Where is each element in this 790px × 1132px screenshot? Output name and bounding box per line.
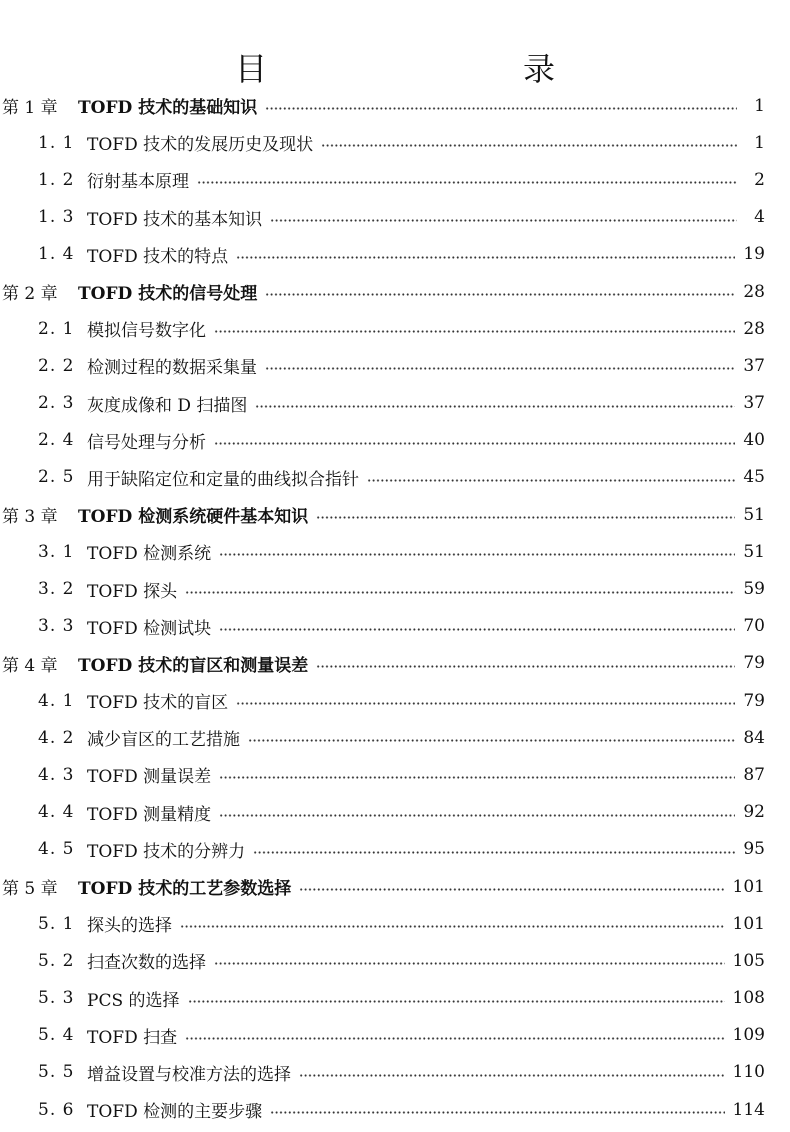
toc-entry-number: 第 1 章: [2, 98, 58, 119]
dot-leader: [214, 442, 735, 445]
toc-entry-page-number: 109: [732, 1025, 765, 1046]
toc-entry-title: TOFD 检测系统硬件基本知识: [78, 507, 309, 528]
toc-entry-number: 5. 6: [38, 1099, 75, 1120]
dot-leader: [219, 553, 735, 556]
toc-entry-number: 3. 3: [38, 616, 75, 637]
toc-entry-number: 3. 1: [38, 541, 75, 562]
toc-entry-title: TOFD 技术的基本知识: [87, 209, 263, 230]
toc-section-entry[interactable]: [0, 1091, 790, 1128]
toc-entry-number: 第 3 章: [2, 507, 58, 528]
toc-section-entry[interactable]: [0, 236, 790, 273]
toc-entry-title: 信号处理与分析: [87, 432, 206, 453]
toc-entry-number: 5. 2: [38, 950, 75, 971]
dot-leader: [270, 1111, 724, 1114]
toc-section-entry[interactable]: [0, 794, 790, 831]
toc-chapter-entry[interactable]: [0, 645, 790, 682]
toc-entry-page-number: 59: [743, 579, 765, 600]
toc-section-entry[interactable]: [0, 1054, 790, 1091]
dot-leader: [188, 1000, 725, 1003]
toc-entry-title: TOFD 检测系统: [87, 544, 212, 565]
toc-entry-number: 4. 2: [38, 727, 75, 748]
toc-section-entry[interactable]: [0, 310, 790, 347]
toc-entry-page-number: 79: [743, 653, 765, 674]
dot-leader: [255, 405, 735, 408]
toc-entry-page-number: 108: [732, 988, 765, 1009]
dot-leader: [219, 628, 735, 631]
toc-entry-page-number: 105: [732, 950, 765, 971]
toc-entry-title: TOFD 测量误差: [87, 767, 212, 788]
toc-section-entry[interactable]: [0, 570, 790, 607]
dot-leader: [219, 776, 735, 779]
toc-entry-title: TOFD 技术的分辨力: [87, 841, 246, 862]
toc-entry-page-number: 95: [743, 839, 765, 860]
toc-entry-title: TOFD 检测试块: [87, 618, 212, 639]
toc-entry-title: 模拟信号数字化: [87, 321, 206, 342]
toc-entry-number: 5. 1: [38, 913, 75, 934]
toc-entry-title: TOFD 技术的盲区和测量误差: [78, 655, 309, 676]
toc-chapter-entry[interactable]: [0, 496, 790, 533]
toc-section-entry[interactable]: [0, 682, 790, 719]
dot-leader: [265, 293, 735, 296]
dot-leader: [180, 925, 725, 928]
dot-leader: [316, 516, 735, 519]
dot-leader: [236, 702, 735, 705]
dot-leader: [236, 256, 735, 259]
toc-entry-number: 5. 3: [38, 988, 75, 1009]
toc-entry-number: 3. 2: [38, 579, 75, 600]
dot-leader: [219, 814, 735, 817]
toc-entry-number: 5. 4: [38, 1025, 75, 1046]
toc-entry-title: PCS 的选择: [87, 990, 180, 1011]
toc-entry-page-number: 51: [743, 541, 765, 562]
dot-leader: [185, 1037, 724, 1040]
toc-entry-number: 第 5 章: [2, 879, 58, 900]
toc-entry-number: 1. 2: [38, 169, 75, 190]
toc-section-entry[interactable]: [0, 608, 790, 645]
toc-entry-title: TOFD 技术的特点: [87, 246, 229, 267]
toc-entry-page-number: 45: [743, 467, 765, 488]
dot-leader: [299, 888, 724, 891]
dot-leader: [265, 367, 735, 370]
dot-leader: [367, 479, 735, 482]
toc-entry-number: 2. 3: [38, 393, 75, 414]
toc-entry-title: 探头的选择: [87, 916, 172, 937]
toc-entry-page-number: 1: [754, 132, 765, 153]
toc-entry-number: 2. 4: [38, 430, 75, 451]
toc-entry-title: 减少盲区的工艺措施: [87, 730, 240, 751]
toc-chapter-entry[interactable]: [0, 273, 790, 310]
dot-leader: [185, 591, 735, 594]
dot-leader: [248, 739, 735, 742]
toc-entry-title: 扫查次数的选择: [87, 953, 206, 974]
toc-entry-page-number: 110: [732, 1062, 765, 1083]
toc-entry-page-number: 51: [743, 504, 765, 525]
toc-section-entry[interactable]: [0, 124, 790, 161]
toc-section-entry[interactable]: [0, 905, 790, 942]
toc-section-entry[interactable]: [0, 942, 790, 979]
toc-section-entry[interactable]: [0, 533, 790, 570]
page-title: 目 录: [234, 50, 619, 89]
dot-leader: [214, 330, 735, 333]
dot-leader: [316, 665, 735, 668]
toc-entry-number: 4. 4: [38, 802, 75, 823]
dot-leader: [253, 851, 735, 854]
dot-leader: [265, 107, 737, 110]
toc-section-entry[interactable]: [0, 459, 790, 496]
toc-entry-number: 5. 5: [38, 1062, 75, 1083]
toc-entry-title: TOFD 技术的工艺参数选择: [78, 879, 292, 900]
dot-leader: [270, 219, 737, 222]
toc-section-entry[interactable]: [0, 719, 790, 756]
toc-entry-page-number: 28: [743, 318, 765, 339]
toc-section-entry[interactable]: [0, 161, 790, 198]
toc-entry-title: 灰度成像和 D 扫描图: [87, 395, 248, 416]
dot-leader: [299, 1074, 725, 1077]
toc-entry-title: TOFD 扫查: [87, 1027, 178, 1048]
toc-chapter-entry[interactable]: [0, 87, 790, 124]
toc-entry-page-number: 70: [743, 616, 765, 637]
toc-entry-number: 第 2 章: [2, 284, 58, 305]
toc-entry-page-number: 37: [743, 355, 765, 376]
toc-section-entry[interactable]: [0, 385, 790, 422]
toc-entry-page-number: 2: [754, 169, 765, 190]
toc-entry-page-number: 87: [743, 764, 765, 785]
toc-chapter-entry[interactable]: [0, 868, 790, 905]
toc-entry-title: TOFD 探头: [87, 581, 178, 602]
toc-entry-page-number: 84: [743, 727, 765, 748]
toc-entry-number: 2. 2: [38, 355, 75, 376]
toc-entry-page-number: 1: [754, 95, 765, 116]
toc-entry-page-number: 101: [732, 913, 765, 934]
toc-entry-title: 用于缺陷定位和定量的曲线拟合指针: [87, 469, 359, 490]
toc-section-entry[interactable]: [0, 831, 790, 868]
toc-entry-title: TOFD 测量精度: [87, 804, 212, 825]
toc-entry-page-number: 101: [732, 876, 765, 897]
toc-entry-title: TOFD 技术的信号处理: [78, 284, 258, 305]
toc-entry-page-number: 19: [743, 244, 765, 265]
toc-entry-page-number: 92: [743, 802, 765, 823]
toc-entry-title: 检测过程的数据采集量: [87, 358, 257, 379]
toc-section-entry[interactable]: [0, 756, 790, 793]
toc-section-entry[interactable]: [0, 422, 790, 459]
toc-entry-title: 衍射基本原理: [87, 172, 189, 193]
toc-entry-number: 第 4 章: [2, 655, 58, 676]
toc-entry-number: 1. 1: [38, 132, 75, 153]
toc-section-entry[interactable]: [0, 1017, 790, 1054]
dot-leader: [197, 181, 737, 184]
toc-entry-page-number: 37: [743, 393, 765, 414]
toc-section-entry[interactable]: [0, 980, 790, 1017]
toc-entry-page-number: 40: [743, 430, 765, 451]
dot-leader: [214, 962, 725, 965]
toc-entry-page-number: 79: [743, 690, 765, 711]
table-of-contents: [0, 87, 790, 1128]
toc-entry-number: 1. 3: [38, 207, 75, 228]
toc-entry-number: 4. 3: [38, 764, 75, 785]
toc-entry-page-number: 28: [743, 281, 765, 302]
toc-entry-page-number: 114: [732, 1099, 765, 1120]
toc-section-entry[interactable]: [0, 199, 790, 236]
toc-entry-number: 2. 5: [38, 467, 75, 488]
toc-entry-title: TOFD 技术的盲区: [87, 693, 229, 714]
toc-entry-number: 2. 1: [38, 318, 75, 339]
toc-entry-number: 1. 4: [38, 244, 75, 265]
toc-entry-title: TOFD 检测的主要步骤: [87, 1102, 263, 1123]
toc-entry-title: TOFD 技术的基础知识: [78, 98, 258, 119]
toc-entry-number: 4. 5: [38, 839, 75, 860]
dot-leader: [321, 144, 737, 147]
toc-entry-page-number: 4: [754, 207, 765, 228]
toc-entry-title: 增益设置与校准方法的选择: [87, 1064, 291, 1085]
toc-entry-title: TOFD 技术的发展历史及现状: [87, 135, 314, 156]
toc-section-entry[interactable]: [0, 347, 790, 384]
toc-entry-number: 4. 1: [38, 690, 75, 711]
